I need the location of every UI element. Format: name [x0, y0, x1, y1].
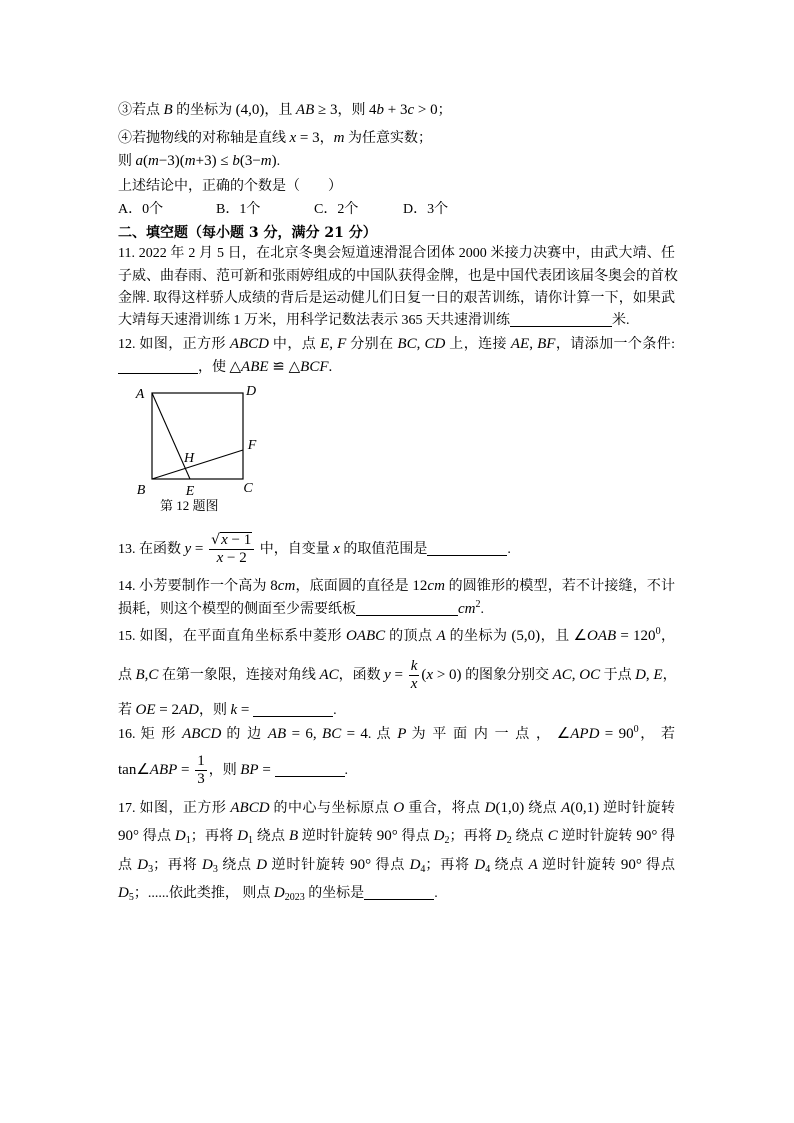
fraction [195, 753, 207, 788]
text-run: . [507, 542, 511, 557]
text-run: ，底面圆的直径是 [295, 579, 413, 594]
q13-line-1 [118, 529, 675, 569]
math-symbol: = 90 [599, 726, 634, 742]
segment-bf [152, 450, 243, 479]
math-symbol: , [416, 336, 425, 352]
math-symbol: 4 [368, 102, 377, 118]
math-variable: BCF [300, 359, 329, 375]
math-symbol: 90° [636, 828, 658, 844]
text-run: ， [319, 131, 334, 146]
fraction-numerator [409, 658, 420, 676]
math-variable: AE [510, 336, 530, 352]
text-run: 的顶点 [385, 629, 437, 644]
math-variable: AC [319, 667, 339, 683]
section-2-heading: 二、填空题（每小题 3 分，满分 21 分） [118, 225, 377, 241]
text-run: 若 [118, 703, 136, 718]
math-variable: F [337, 336, 347, 352]
math-symbol: 90° [620, 857, 642, 873]
text-run: 绕点 [524, 801, 562, 816]
text-run: 11. 2022 年 2 月 5 日，在北京冬奥会短道速滑混合团体 2000 米接力决赛中，由武大靖、任 [118, 246, 675, 261]
math-variable: c [407, 102, 415, 118]
text-run: 的图象分别交 [461, 668, 553, 683]
q10-item-4 [118, 128, 675, 148]
answer-blank [356, 600, 458, 616]
q11-line-2 [118, 267, 678, 287]
math-symbol: −3)( [158, 153, 185, 169]
text-run: 逆时针旋转 [537, 858, 621, 873]
math-variable: D [202, 857, 213, 873]
q12-line-1 [118, 334, 675, 354]
math-variable: m [333, 130, 345, 146]
math-symbol: ∠ [556, 726, 571, 742]
text-run: 逆时针旋转 [599, 801, 675, 816]
math-variable: C [547, 828, 558, 844]
subscript: 3 [148, 864, 154, 875]
math-symbol: (0,1) [570, 800, 600, 816]
text-run: ；......依此类推， 则点 [133, 886, 274, 901]
text-run: 的圆锥形的模型，若不计接缝，不计 [444, 579, 676, 594]
label-point-a: A [135, 387, 145, 402]
text-run: ；再将 [190, 829, 238, 844]
text-run: 中，自变量 [256, 542, 334, 557]
radical-sign-icon: √ [211, 532, 221, 549]
answer-blank [253, 701, 333, 717]
math-variable: OE [135, 702, 156, 718]
math-variable: ABP [149, 762, 178, 778]
math-variable: AB [295, 102, 315, 118]
answer-blank [118, 358, 198, 374]
math-symbol: ∠ [573, 628, 587, 644]
text-run: . [344, 763, 349, 778]
math-symbol: = [177, 762, 194, 778]
text-run: 点 [118, 668, 136, 683]
label-point-c: C [243, 481, 253, 496]
text-run: 为 平 面 内 一 点 ， [406, 727, 557, 742]
text-run: ，则 [208, 763, 241, 778]
square-root [211, 532, 252, 549]
math-symbol: (4,0) [235, 102, 265, 118]
fraction [209, 532, 254, 567]
q17-line-1 [118, 798, 675, 818]
text-run: ；再将 [153, 858, 202, 873]
text-run: 的取值范围是 [339, 542, 428, 557]
math-symbol: = [390, 667, 407, 683]
q17-line-4 [118, 883, 675, 903]
subscript: 2 [444, 835, 450, 846]
math-variable: D [174, 828, 186, 844]
math-symbol: (5,0) [511, 628, 541, 644]
segment-ae [152, 393, 190, 479]
math-symbol: = 6, [286, 726, 323, 742]
math-variable: cm [427, 578, 445, 594]
math-symbol: 1 [197, 753, 205, 770]
math-symbol: +3) ≤ [195, 153, 233, 169]
text-run: ，函数 [338, 668, 385, 683]
math-variable: x [410, 676, 418, 693]
text-run: . [333, 703, 337, 718]
text-run: 于点 [600, 668, 636, 683]
text-run: 的坐标是 [304, 886, 365, 901]
math-symbol: = [258, 762, 275, 778]
math-variable: BP [240, 762, 259, 778]
q14-line-2 [118, 599, 675, 619]
math-variable: E [320, 336, 330, 352]
choice-option: C．2个 [314, 202, 359, 217]
subscript: 2 [506, 835, 512, 846]
math-symbol: 90° [376, 828, 398, 844]
text-run: 14. 小芳要制作一个高为 [118, 579, 271, 594]
math-variable: D [237, 828, 249, 844]
text-run: 13. 在函数 [118, 542, 185, 557]
math-variable: cm [458, 601, 476, 617]
text-run: ，使 [198, 360, 230, 375]
math-symbol: , [645, 667, 654, 683]
text-run: ；再将 [449, 829, 496, 844]
math-symbol: − 1 [227, 532, 252, 549]
label-point-d: D [245, 384, 257, 399]
fraction-numerator [209, 532, 254, 550]
q14-line-1 [118, 576, 675, 596]
text-run: 的坐标为 [172, 103, 236, 118]
text-run: 得点 [139, 829, 175, 844]
math-symbol: ≌ △ [268, 359, 301, 375]
text-run: 子威、曲春雨、范可新和张雨婷组成的中国队获得金牌，也是中国代表团该届冬奥会的首枚 [118, 269, 678, 284]
text-run: 的中心与坐标原点 [269, 801, 394, 816]
answer-blank [275, 761, 345, 777]
choice-option: B．1个 [216, 202, 261, 217]
square-abcd [152, 393, 243, 479]
math-symbol: − 2 [223, 550, 247, 567]
text-run: ； [437, 103, 452, 118]
math-variable: AC [552, 667, 572, 683]
text-run: 得点 [641, 858, 676, 873]
text-run: 16. 矩 形 [118, 727, 183, 742]
math-symbol: + 3 [383, 102, 408, 118]
text-run: 分别在 [346, 337, 398, 352]
q10-item-3 [118, 100, 675, 120]
math-variable: E [653, 667, 663, 683]
math-symbol: ( [421, 667, 427, 683]
radicand [220, 532, 252, 548]
math-variable: BC [322, 726, 342, 742]
math-variable: ABCD [230, 800, 270, 816]
text-run: 15. 如图，在平面直角坐标系中菱形 [118, 629, 346, 644]
q16-line-1 [118, 724, 675, 744]
math-symbol: △ [229, 359, 242, 375]
math-symbol: tan∠ [118, 762, 150, 778]
text-run: ， 若 [638, 727, 675, 742]
math-variable: C [148, 667, 159, 683]
math-variable: D [118, 885, 129, 901]
math-symbol: , [329, 336, 338, 352]
math-variable: CD [424, 336, 446, 352]
text-run: ，且 [264, 103, 296, 118]
math-variable: OAB [587, 628, 617, 644]
text-run: . [276, 154, 281, 169]
answer-blank [510, 311, 612, 327]
q10-answer-options [118, 200, 675, 220]
math-variable: m [148, 153, 159, 169]
text-run: 点 [118, 858, 138, 873]
superscript: 0 [655, 626, 661, 637]
math-variable: x [333, 541, 340, 557]
math-variable: B [288, 828, 299, 844]
math-variable: OABC [345, 628, 386, 644]
math-symbol: 3 [197, 771, 205, 788]
text-run: ，请添加一个条件: [555, 337, 676, 352]
text-run: 损耗，则这个模型的侧面至少需要纸板 [118, 602, 356, 617]
text-run: 得点 [397, 829, 434, 844]
math-variable: x [221, 532, 228, 549]
math-variable: OC [579, 667, 601, 683]
label-point-h: H [183, 451, 195, 466]
math-symbol: (1,0) [495, 800, 525, 816]
q15-line-2 [118, 655, 675, 695]
text-run: 绕点 [217, 858, 257, 873]
math-symbol: ) [271, 153, 277, 169]
superscript: 2 [475, 599, 481, 610]
fraction-numerator [195, 753, 207, 771]
math-variable: D [256, 857, 268, 873]
math-variable: x [216, 550, 224, 567]
q16-line-2 [118, 750, 675, 790]
math-symbol: 8 [270, 578, 278, 594]
subscript: 4 [485, 864, 491, 875]
text-run: ，则 [337, 103, 369, 118]
math-variable: k [410, 658, 418, 675]
math-symbol: = [191, 541, 208, 557]
text-run: 为任意实数； [344, 131, 432, 146]
math-variable: B [135, 667, 145, 683]
math-variable: AD [178, 702, 199, 718]
math-symbol: = 3 [296, 130, 320, 146]
text-run: 上述结论中，正确的个数是（ ） [118, 179, 342, 194]
math-variable: b [376, 102, 384, 118]
math-symbol: 90° [350, 857, 372, 873]
text-run: 逆时针旋转 [298, 829, 377, 844]
text-run: ， [660, 629, 676, 644]
math-symbol: 90° [118, 828, 139, 844]
text-run: 的坐标为 [445, 629, 512, 644]
text-run: ，且 [540, 629, 574, 644]
math-variable: APD [570, 726, 600, 742]
math-symbol: . [328, 359, 333, 375]
math-symbol: = 2 [155, 702, 179, 718]
math-variable: A [528, 857, 538, 873]
math-symbol: = 4 [341, 726, 368, 742]
q17-line-2 [118, 826, 675, 846]
math-variable: x [289, 130, 297, 146]
math-variable: P [397, 726, 407, 742]
math-variable: a [135, 153, 143, 169]
text-run: 的 边 [221, 727, 268, 742]
math-variable: cm [277, 578, 296, 594]
label-point-e: E [185, 484, 195, 499]
choice-option: A．0个 [118, 202, 164, 217]
text-run: . [480, 602, 484, 617]
math-variable: ABE [241, 359, 269, 375]
math-symbol: = 120 [616, 628, 656, 644]
text-run: 米. [612, 313, 630, 328]
math-symbol: = [237, 702, 254, 718]
q12-line-2 [118, 357, 675, 377]
q15-line-3 [118, 700, 675, 720]
text-run: 逆时针旋转 [267, 858, 351, 873]
math-variable: D [409, 857, 421, 873]
subscript: 5 [128, 892, 134, 903]
math-variable: D [635, 667, 646, 683]
text-run: ；再将 [425, 858, 475, 873]
math-symbol: > 0 [414, 102, 438, 118]
math-symbol: (3− [239, 153, 261, 169]
q12-figure-caption: 第 12 题图 [160, 498, 219, 513]
math-symbol: , [529, 336, 538, 352]
q17-line-3 [118, 855, 675, 875]
answer-blank [364, 884, 434, 900]
math-variable: b [232, 153, 240, 169]
text-run: 重合，将点 [404, 801, 485, 816]
subscript: 1 [248, 835, 254, 846]
superscript: 0 [633, 724, 639, 735]
text-run: 12. 如图，正方形 [118, 337, 230, 352]
q10-item-4-continued [118, 151, 675, 171]
choice-option: D．3个 [403, 202, 449, 217]
text-run: 则 [118, 154, 136, 169]
math-symbol: , [144, 667, 149, 683]
fraction-denominator [409, 676, 420, 693]
text-run: 17. 如图，正方形 [118, 801, 231, 816]
text-run: ③若点 [118, 103, 164, 118]
math-variable: BF [537, 336, 556, 352]
math-variable: y [184, 541, 192, 557]
subscript: 4 [420, 864, 426, 875]
math-variable: A [436, 628, 446, 644]
math-variable: m [184, 153, 196, 169]
math-symbol: , [571, 667, 580, 683]
text-run: 绕点 [253, 829, 289, 844]
text-run: 大靖每天速滑训练 1 万米，用科学记数法表示 365 天共速滑训练 [118, 313, 510, 328]
q11-line-1 [118, 244, 675, 264]
q15-line-1 [118, 626, 675, 646]
subscript: 2023 [284, 892, 305, 903]
math-variable: O [393, 800, 405, 816]
text-run: 在第一象限，连接对角线 [158, 668, 320, 683]
text-run: 逆时针旋转 [557, 829, 637, 844]
math-variable: B [163, 102, 173, 118]
math-variable: D [495, 828, 507, 844]
math-variable: k [230, 702, 238, 718]
text-run: 得 [657, 829, 676, 844]
text-run: 上，连接 [445, 337, 511, 352]
fraction-denominator [209, 550, 254, 567]
math-variable: BC [397, 336, 417, 352]
math-variable: AB [267, 726, 287, 742]
text-run: ，则 [198, 703, 231, 718]
text-run: . [434, 886, 438, 901]
text-run: 绕点 [490, 858, 529, 873]
text-run: 绕点 [511, 829, 548, 844]
text-run: . 点 [367, 727, 398, 742]
math-variable: D [273, 885, 285, 901]
q11-line-3 [118, 289, 675, 309]
math-variable: D [137, 857, 149, 873]
text-run: 得点 [371, 858, 410, 873]
math-variable: D [484, 800, 496, 816]
math-variable: ABCD [182, 726, 222, 742]
math-variable: m [260, 153, 272, 169]
math-variable: ABCD [229, 336, 269, 352]
label-point-b: B [136, 483, 146, 498]
math-variable: A [561, 800, 571, 816]
text-run: ， [662, 668, 677, 683]
math-symbol: 12 [412, 578, 428, 594]
text-run: 金牌. 取得这样骄人成绩的背后是运动健儿们日复一日的艰苦训练，请你计算一下，如果武 [118, 291, 675, 306]
q11-line-4 [118, 311, 675, 331]
subscript: 3 [212, 864, 218, 875]
math-variable: D [433, 828, 445, 844]
subscript: 1 [185, 835, 191, 846]
text-run: 中，点 [269, 337, 321, 352]
q10-question-prompt [118, 177, 675, 197]
math-symbol: ≥ 3 [314, 102, 338, 118]
math-symbol: > 0) [433, 667, 462, 683]
label-point-f: F [247, 438, 257, 453]
text-run: ④若抛物线的对称轴是直线 [118, 131, 290, 146]
math-variable: y [384, 667, 391, 683]
math-variable: D [474, 857, 486, 873]
math-variable: x [426, 667, 434, 683]
q12-square-figure [130, 378, 270, 500]
fraction-denominator [195, 771, 207, 788]
math-symbol: ( [143, 153, 148, 169]
fraction [409, 658, 420, 693]
answer-blank [427, 540, 507, 556]
